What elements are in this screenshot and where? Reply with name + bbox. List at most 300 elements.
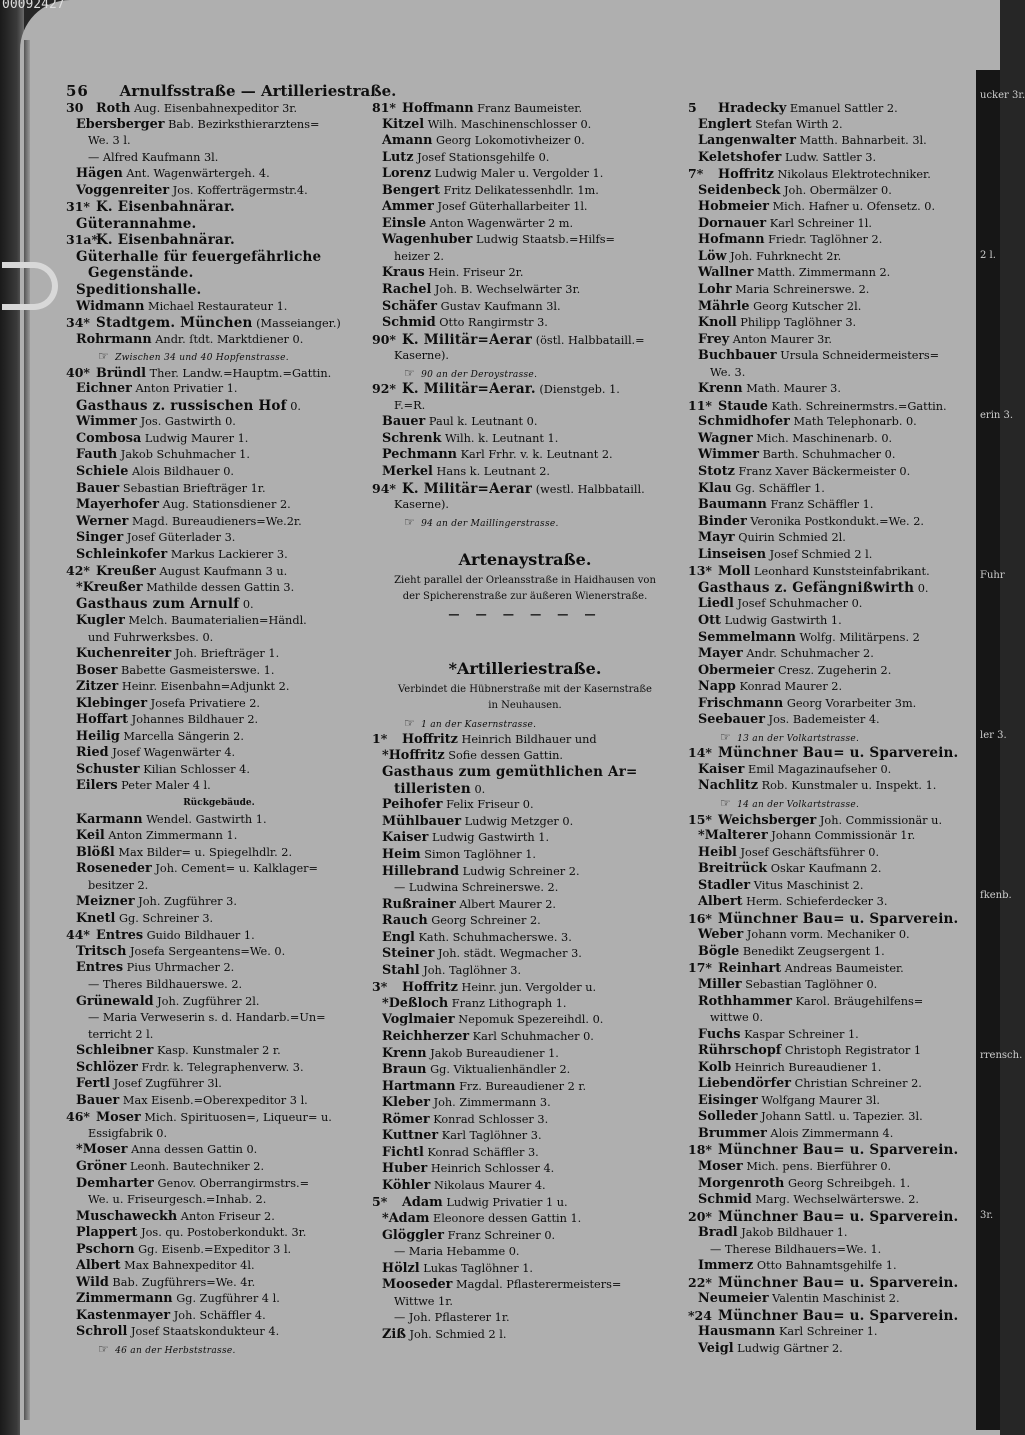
- house-number: 90*: [372, 331, 396, 347]
- cross-street-text: 1 an der Kasernstrasse.: [421, 719, 537, 730]
- bleed-fragment: fkenb.: [980, 890, 1012, 901]
- resident-name: Stadler: [698, 877, 751, 893]
- resident-name: Dornauer: [698, 215, 767, 231]
- resident-detail: Joh. Cement= u. Kalklager=: [155, 862, 318, 876]
- resident-entry: [688, 994, 976, 1011]
- pointing-hand-icon: ☞: [98, 1342, 110, 1357]
- resident-detail: Friedr. Taglöhner 2.: [768, 233, 883, 247]
- resident-detail: Jakob Schuhmacher 1.: [120, 448, 250, 462]
- resident-detail: — Joh. Pflasterer 1r.: [394, 1311, 510, 1325]
- resident-name: Kaiser: [698, 761, 745, 777]
- resident-name: Krenn: [382, 1045, 427, 1061]
- house-number: 22*: [688, 1274, 712, 1290]
- house-entry: [66, 563, 372, 580]
- resident-entry: [688, 1027, 976, 1044]
- resident-name: Staude: [718, 398, 768, 414]
- resident-name: Combosa: [76, 430, 142, 446]
- resident-entry: [372, 414, 678, 431]
- resident-entry: [688, 778, 976, 795]
- resident-name: Bauer: [382, 414, 426, 430]
- resident-detail: Kilian Schlosser 4.: [143, 762, 250, 776]
- resident-entry: [66, 166, 372, 183]
- pointing-hand-icon: ☞: [98, 349, 110, 364]
- resident-detail: Magd. Bureaudieners=We.2r.: [132, 514, 302, 528]
- resident-detail: Emanuel Sattler 2.: [789, 102, 898, 115]
- resident-entry: [372, 1062, 678, 1079]
- resident-entry: [372, 1327, 678, 1344]
- continuation-line: [372, 781, 678, 798]
- resident-name: Ebersberger: [76, 116, 165, 132]
- resident-name: Pechmann: [382, 447, 457, 463]
- resident-name: Schäfer: [382, 298, 438, 314]
- resident-name: K. Militär=Aerar: [402, 480, 533, 497]
- resident-name: Wimmer: [698, 447, 759, 463]
- resident-entry: [66, 249, 372, 266]
- continuation-line: [372, 880, 678, 897]
- resident-entry: [372, 1029, 678, 1046]
- resident-name: Karmann: [76, 811, 143, 827]
- resident-entry: [66, 696, 372, 713]
- resident-entry: [688, 332, 976, 349]
- resident-detail: (östl. Halbbataill.=: [535, 333, 645, 347]
- resident-name: Bradl: [698, 1225, 738, 1241]
- resident-name: Moll: [718, 564, 751, 580]
- resident-entry: [372, 814, 678, 831]
- resident-detail: Josefa Sergeantens=We. 0.: [130, 944, 286, 958]
- resident-name: Heilig: [76, 728, 120, 744]
- resident-entry: [372, 913, 678, 930]
- resident-entry: [688, 944, 976, 961]
- resident-detail: Ursula Schneidermeisters=: [780, 349, 940, 363]
- resident-name: Fertl: [76, 1076, 111, 1092]
- resident-name: Tritsch: [76, 943, 127, 959]
- resident-detail: Ludwig Maler u. Vergolder 1.: [434, 167, 604, 181]
- resident-name: Wild: [76, 1274, 109, 1290]
- resident-name: Krenn: [698, 381, 743, 397]
- resident-name: Blößl: [76, 844, 115, 860]
- resident-name: Mühlbauer: [382, 813, 462, 829]
- house-entry: [688, 960, 976, 977]
- resident-detail: Franz Xaver Bäckermeister 0.: [738, 465, 911, 479]
- page-title: Arnulfsstraße — Artilleriestraße.: [119, 82, 397, 100]
- house-number: 16*: [688, 910, 712, 926]
- house-number: *24: [688, 1307, 712, 1323]
- cross-street-text: 14 an der Volkartstrasse.: [737, 799, 860, 810]
- resident-entry: [66, 729, 372, 746]
- resident-detail: Wilh. k. Leutnant 1.: [445, 431, 559, 445]
- resident-detail: Karl Schreiner 1.: [778, 1325, 878, 1339]
- resident-name: Schlözer: [76, 1059, 138, 1075]
- resident-entry: [688, 216, 976, 233]
- resident-entry: [372, 299, 678, 316]
- continuation-line: [66, 1126, 372, 1143]
- resident-entry: [66, 944, 372, 961]
- resident-entry: [688, 299, 976, 316]
- resident-name: Hradecky: [718, 101, 787, 116]
- cross-street-text: 46 an der Herbststrasse.: [115, 1346, 236, 1357]
- resident-detail: Gg. Eisenb.=Expeditor 3 l.: [138, 1242, 292, 1256]
- resident-entry: [688, 596, 976, 613]
- resident-name: Voglmaier: [382, 1012, 455, 1028]
- resident-entry: [66, 299, 372, 316]
- continuation-line: [372, 1294, 678, 1311]
- house-number: 15*: [688, 811, 712, 827]
- resident-entry: [688, 133, 976, 150]
- resident-name: Fichtl: [382, 1144, 424, 1160]
- resident-entry: [66, 762, 372, 779]
- resident-entry: [372, 1277, 678, 1294]
- resident-detail: Maria Schreinerswe. 2.: [735, 283, 870, 297]
- resident-name: Braun: [382, 1062, 427, 1078]
- house-number: 94*: [372, 480, 396, 496]
- resident-detail: August Kaufmann 3 u.: [159, 565, 288, 579]
- resident-entry: [66, 712, 372, 729]
- resident-entry: [372, 199, 678, 216]
- resident-detail: Georg Vorarbeiter 3m.: [786, 696, 917, 710]
- resident-entry: [688, 199, 976, 216]
- resident-entry: [66, 282, 372, 299]
- resident-name: Wagenhuber: [382, 232, 473, 248]
- resident-name: Merkel: [382, 464, 433, 480]
- resident-entry: [688, 1324, 976, 1341]
- paper-clip-icon: [2, 262, 58, 310]
- resident-name: Kastenmayer: [76, 1307, 171, 1323]
- resident-entry: [372, 764, 678, 781]
- resident-name: Münchner Bau= u. Sparverein.: [718, 745, 959, 762]
- resident-entry: [688, 431, 976, 448]
- house-number: 7*: [688, 166, 704, 182]
- resident-detail: Mich. Maschinenarb. 0.: [756, 431, 893, 445]
- resident-name: Obermeier: [698, 662, 775, 678]
- resident-entry: [688, 1126, 976, 1143]
- resident-detail: — Alfred Kaufmann 3l.: [88, 150, 219, 164]
- resident-name: Immerz: [698, 1258, 754, 1274]
- resident-entry: [372, 431, 678, 448]
- resident-name: Heim: [382, 846, 421, 862]
- resident-name: Ammer: [382, 199, 434, 215]
- resident-detail: Nepomuk Spezereihdl. 0.: [458, 1013, 604, 1027]
- resident-name: Weber: [698, 927, 744, 943]
- resident-entry: [66, 613, 372, 630]
- resident-name: Bauer: [76, 480, 120, 496]
- resident-name: Gasthaus zum Arnulf: [76, 596, 240, 613]
- resident-name: Baumann: [698, 497, 767, 513]
- resident-name: Rothhammer: [698, 993, 792, 1009]
- bleed-fragment: Fuhr: [980, 570, 1005, 581]
- resident-name: Rachel: [382, 282, 432, 298]
- house-number: 40*: [66, 364, 90, 380]
- pointing-hand-icon: ☞: [404, 365, 416, 380]
- resident-name: Gegenstände.: [88, 265, 194, 282]
- resident-name: Engl: [382, 929, 415, 945]
- house-entry: [66, 232, 372, 249]
- resident-detail: Konrad Schlosser 3.: [433, 1112, 549, 1126]
- resident-detail: Anton Zimmermann 1.: [108, 829, 238, 843]
- resident-entry: [372, 282, 678, 299]
- resident-detail: Josef Geschäftsführer 0.: [740, 845, 880, 859]
- house-entry: [688, 1209, 976, 1226]
- resident-name: Kraus: [382, 265, 425, 281]
- resident-name: Lutz: [382, 149, 414, 165]
- resident-detail: Andr. Schuhmacher 2.: [746, 647, 874, 661]
- resident-detail: Karl Schreiner 1l.: [769, 216, 872, 230]
- resident-entry: [66, 894, 372, 911]
- resident-detail: Josef Wagenwärter 4.: [112, 746, 236, 760]
- resident-name: Peihofer: [382, 797, 443, 813]
- resident-detail: Kath. Schuhmacherswe. 3.: [418, 930, 572, 944]
- continuation-line: [688, 1010, 976, 1027]
- resident-entry: [66, 414, 372, 431]
- resident-detail: Andreas Baumeister.: [784, 962, 904, 976]
- resident-entry: [66, 332, 372, 349]
- house-entry: [688, 1308, 976, 1325]
- resident-entry: [66, 464, 372, 481]
- resident-entry: [688, 646, 976, 663]
- resident-name: Hoffart: [76, 712, 129, 728]
- cross-street-text: 13 an der Volkartstrasse.: [737, 733, 860, 744]
- resident-name: Schrenk: [382, 430, 442, 446]
- resident-entry: [372, 1211, 678, 1228]
- resident-detail: Joh. städt. Wegmacher 3.: [437, 947, 582, 961]
- resident-detail: Heinrich Schlosser 4.: [430, 1162, 555, 1176]
- resident-detail: Ludwig Gärtner 2.: [737, 1342, 843, 1356]
- resident-name: Schmid: [698, 1192, 752, 1208]
- resident-entry: [66, 646, 372, 663]
- resident-detail: We. u. Friseurgesch.=Inhab. 2.: [88, 1193, 267, 1207]
- resident-entry: [688, 630, 976, 647]
- column-right: [688, 100, 976, 1358]
- resident-entry: [688, 447, 976, 464]
- resident-detail: Gg. Zugführer 4 l.: [176, 1292, 280, 1306]
- resident-name: Grünewald: [76, 993, 154, 1009]
- resident-entry: [372, 150, 678, 167]
- resident-entry: [372, 830, 678, 847]
- resident-name: Binder: [698, 513, 747, 529]
- resident-detail: Joh. Taglöhner 3.: [423, 963, 522, 977]
- resident-name: Adam: [402, 1195, 443, 1211]
- resident-name: Kleber: [382, 1095, 430, 1111]
- resident-entry: [688, 530, 976, 547]
- resident-entry: [372, 847, 678, 864]
- house-number: 31*: [66, 199, 90, 215]
- street-description: in Neuhausen.: [488, 700, 562, 712]
- resident-detail: Josef Güterhallarbeiter 1l.: [437, 200, 588, 214]
- resident-entry: [688, 878, 976, 895]
- next-page-bleed: [976, 70, 1000, 1430]
- resident-name: Knetl: [76, 910, 116, 926]
- resident-entry: [688, 348, 976, 365]
- resident-name: Eisinger: [698, 1092, 758, 1108]
- resident-detail: Alois Zimmermann 4.: [770, 1126, 894, 1140]
- resident-name: Löw: [698, 248, 727, 264]
- resident-entry: [372, 232, 678, 249]
- resident-detail: Otto Rangirmstr 3.: [439, 316, 548, 330]
- resident-entry: [372, 1128, 678, 1145]
- resident-entry: [688, 464, 976, 481]
- resident-name: Güterhalle für feuergefährliche: [76, 248, 322, 265]
- spacer-line: [372, 530, 678, 547]
- resident-name: Hoffritz: [402, 732, 458, 748]
- resident-detail: Guido Bildhauer 1.: [146, 929, 255, 943]
- resident-detail: Aug. Eisenbahnexpeditor 3r.: [133, 102, 298, 115]
- resident-entry: [688, 1176, 976, 1193]
- cross-street-text: 90 an der Deroystrasse.: [421, 369, 538, 380]
- resident-entry: [688, 117, 976, 134]
- resident-detail: 0.: [474, 782, 486, 796]
- resident-entry: [688, 232, 976, 249]
- house-entry: [688, 1275, 976, 1292]
- resident-detail: Wolfg. Militärpens. 2: [799, 630, 920, 644]
- resident-name: Münchner Bau= u. Sparverein.: [718, 1208, 959, 1225]
- resident-name: Frischmann: [698, 695, 784, 711]
- pointing-hand-icon: ☞: [720, 795, 732, 810]
- continuation-line: [688, 1242, 976, 1259]
- section-divider: — — — — — —: [448, 606, 602, 621]
- resident-detail: wittwe 0.: [710, 1011, 764, 1025]
- resident-detail: Kaserne).: [394, 349, 450, 363]
- resident-name: Münchner Bau= u. Sparverein.: [718, 910, 959, 927]
- resident-entry: [66, 216, 372, 233]
- house-number: 20*: [688, 1208, 712, 1224]
- resident-detail: Anton Friseur 2.: [180, 1209, 275, 1223]
- resident-entry: [372, 1261, 678, 1278]
- continuation-line: [66, 133, 372, 150]
- resident-entry: [66, 481, 372, 498]
- house-number: 17*: [688, 960, 712, 976]
- resident-detail: Ant. Wagenwärtergeh. 4.: [126, 167, 270, 181]
- resident-name: Hillebrand: [382, 863, 460, 879]
- resident-entry: [688, 613, 976, 630]
- resident-entry: [372, 183, 678, 200]
- resident-detail: Joh. Zugführer 3.: [138, 895, 237, 909]
- cross-street-text: 94 an der Maillingerstrasse.: [421, 518, 559, 529]
- resident-detail: Joh. Schmied 2 l.: [409, 1327, 507, 1341]
- resident-name: Hölzl: [382, 1260, 420, 1276]
- resident-name: Buchbauer: [698, 348, 777, 364]
- resident-name: Münchner Bau= u. Sparverein.: [718, 1274, 959, 1291]
- resident-entry: [372, 864, 678, 881]
- resident-name: Singer: [76, 530, 124, 546]
- house-number: 30: [66, 100, 84, 115]
- resident-entry: [372, 464, 678, 481]
- resident-name: Englert: [698, 116, 752, 132]
- house-number: 34*: [66, 315, 90, 331]
- resident-detail: Gg. Viktualienhändler 2.: [430, 1063, 571, 1077]
- resident-name: Hoffmann: [402, 101, 474, 116]
- resident-name: Keletshofer: [698, 149, 782, 165]
- bleed-fragment: ler 3.: [980, 730, 1007, 741]
- resident-name: K. Militär=Aerar.: [402, 381, 536, 398]
- resident-detail: Josef Güterlader 3.: [126, 531, 236, 545]
- resident-detail: Josefa Privatiere 2.: [150, 696, 261, 710]
- resident-detail: Anton Privatier 1.: [135, 382, 238, 396]
- resident-entry: [372, 1112, 678, 1129]
- resident-detail: Andr. ſtdt. Marktdiener 0.: [155, 332, 304, 346]
- resident-detail: Veronika Postkondukt.=We. 2.: [750, 514, 924, 528]
- resident-detail: F.=R.: [394, 398, 426, 412]
- resident-entry: [688, 762, 976, 779]
- resident-name: Amann: [382, 133, 433, 149]
- resident-detail: Heinrich Bureaudiener 1.: [734, 1060, 882, 1074]
- resident-name: Pschorn: [76, 1241, 135, 1257]
- house-entry: [66, 1109, 372, 1126]
- house-entry: [66, 199, 372, 216]
- resident-detail: Franz Lithograph 1.: [451, 996, 567, 1010]
- house-entry: [688, 812, 976, 829]
- resident-entry: [66, 1242, 372, 1259]
- running-header: [66, 82, 396, 100]
- cross-street-note: [66, 1341, 372, 1358]
- resident-entry: [688, 514, 976, 531]
- resident-detail: Johann vorm. Mechaniker 0.: [746, 928, 910, 942]
- resident-detail: Leonhard Kunststeinfabrikant.: [754, 565, 930, 579]
- column-left: [66, 100, 372, 1358]
- resident-entry: [66, 911, 372, 928]
- resident-entry: [66, 431, 372, 448]
- resident-entry: [372, 1145, 678, 1162]
- resident-name: Langenwalter: [698, 133, 796, 149]
- resident-entry: [688, 861, 976, 878]
- resident-detail: Peter Maler 4 l.: [121, 779, 211, 793]
- resident-name: Ott: [698, 612, 721, 628]
- resident-name: Münchner Bau= u. Sparverein.: [718, 1142, 959, 1159]
- resident-entry: [66, 1093, 372, 1110]
- house-entry: [372, 1194, 678, 1211]
- resident-name: Gröner: [76, 1159, 127, 1174]
- resident-detail: Benedikt Zeugsergent 1.: [742, 944, 885, 958]
- street-heading: Artenaystraße.: [458, 549, 592, 569]
- resident-detail: Lukas Taglöhner 1.: [423, 1261, 534, 1275]
- resident-detail: Kath. Schreinermstrs.=Gattin.: [771, 399, 947, 413]
- resident-name: Rührschopf: [698, 1043, 782, 1059]
- resident-entry: [372, 166, 678, 183]
- resident-entry: [66, 1076, 372, 1093]
- resident-entry: [688, 1093, 976, 1110]
- resident-entry: [372, 315, 678, 332]
- resident-detail: Emil Magazinaufseher 0.: [747, 762, 892, 776]
- resident-detail: Anton Maurer 3r.: [732, 332, 833, 346]
- street-description: der Spicherenstraße zur äußeren Wienerstraße.: [402, 591, 648, 603]
- resident-entry: [688, 828, 976, 845]
- continuation-line: [66, 878, 372, 895]
- resident-name: Hobmeier: [698, 199, 770, 215]
- resident-entry: [372, 1228, 678, 1245]
- resident-name: Ried: [76, 745, 109, 761]
- resident-name: Nachlitz: [698, 778, 758, 794]
- resident-detail: Johann Commissionär 1r.: [771, 829, 916, 843]
- resident-detail: Math Telephonarb. 0.: [793, 415, 917, 429]
- resident-name: Seebauer: [698, 712, 765, 728]
- resident-name: Boser: [76, 662, 118, 678]
- resident-name: Wallner: [698, 265, 754, 281]
- resident-detail: Max Bahnexpeditor 4l.: [124, 1259, 255, 1273]
- resident-detail: Matth. Bahnarbeit. 3l.: [799, 134, 927, 148]
- resident-name: Glöggler: [382, 1227, 444, 1243]
- resident-entry: [66, 447, 372, 464]
- resident-name: Hoffritz: [402, 980, 458, 996]
- house-entry: [372, 381, 678, 398]
- resident-detail: (Masseianger.): [256, 317, 341, 331]
- resident-detail: 0.: [917, 581, 929, 595]
- resident-entry: [66, 845, 372, 862]
- resident-entry: [372, 1012, 678, 1029]
- resident-detail: Franz Schreiner 0.: [447, 1228, 556, 1242]
- resident-name: Schmidhofer: [698, 414, 790, 430]
- resident-name: Schleinkofer: [76, 546, 168, 562]
- resident-detail: Ludwig Gastwirth 1.: [431, 831, 550, 845]
- resident-name: Hartmann: [382, 1078, 456, 1094]
- resident-detail: Simon Taglöhner 1.: [424, 847, 537, 861]
